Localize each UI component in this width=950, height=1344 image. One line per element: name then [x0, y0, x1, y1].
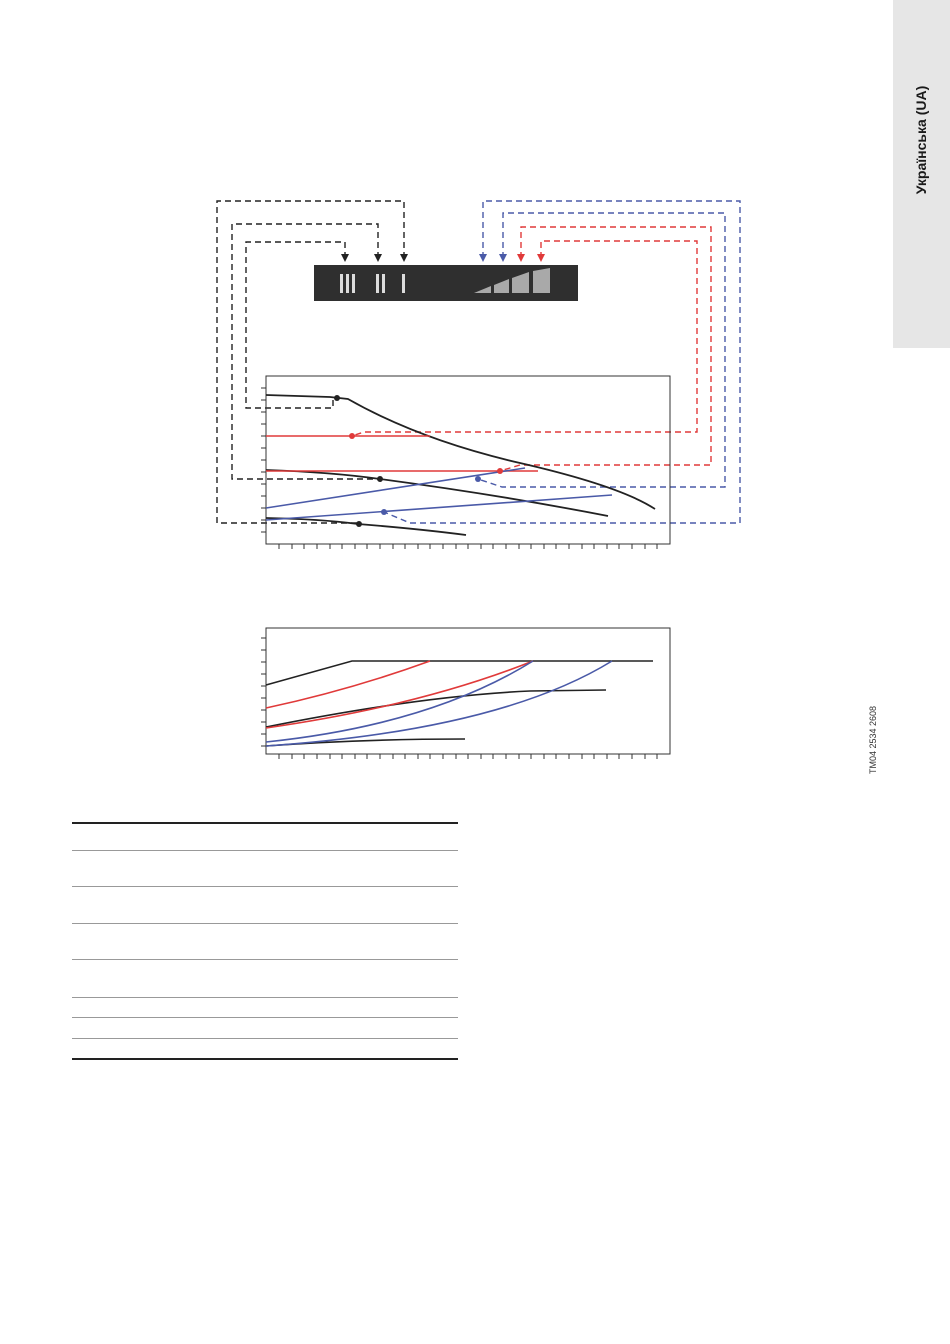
- figure-code: TM04 2534 2608: [868, 705, 878, 775]
- red-arrowheads: [517, 254, 545, 262]
- pp-line-high: [266, 468, 525, 508]
- arrowhead-II: [374, 254, 382, 262]
- blue-connectors: [384, 201, 740, 523]
- lower-chart-frame: [266, 628, 670, 754]
- constant-pressure-lines: [266, 436, 538, 471]
- point-pp-high: [381, 509, 387, 515]
- power-pp-low: [266, 661, 612, 746]
- upper-chart-y-ticks: [261, 388, 266, 532]
- connector-speed-II: [232, 224, 378, 479]
- arrowhead-pp-high: [479, 254, 487, 262]
- point-III: [334, 395, 340, 401]
- blue-arrowheads: [479, 254, 507, 262]
- table-rule: [72, 959, 458, 960]
- connector-pp-low: [478, 213, 725, 487]
- lower-chart-x-ticks: [279, 754, 657, 759]
- point-cp-high: [349, 433, 355, 439]
- point-cp-low: [497, 468, 503, 474]
- point-I: [356, 521, 362, 527]
- arrowhead-III: [341, 254, 349, 262]
- proportional-pressure-lines: [266, 468, 612, 520]
- point-pp-low: [475, 476, 481, 482]
- speed-marker-III: [340, 274, 355, 293]
- black-arrowheads: [341, 254, 408, 262]
- upper-chart-frame: [266, 376, 670, 544]
- table-rule: [72, 1038, 458, 1039]
- lower-chart-y-ticks: [261, 638, 266, 746]
- table-rule: [72, 886, 458, 887]
- power-speed-curves: [266, 661, 653, 746]
- speed-curve-II: [266, 470, 608, 516]
- table-rule: [72, 1017, 458, 1018]
- table-rule: [72, 997, 458, 998]
- table-bottom-rule: [72, 1058, 458, 1060]
- speed-curve-III: [266, 395, 655, 509]
- connector-pp-high: [384, 201, 740, 523]
- upper-chart-x-ticks: [279, 544, 657, 549]
- power-pp-curves: [266, 661, 612, 746]
- table-rule: [72, 850, 458, 851]
- connector-speed-I: [217, 201, 404, 523]
- red-connectors: [352, 227, 711, 471]
- operating-points: [334, 395, 503, 527]
- step-4: [533, 268, 550, 293]
- control-panel: [314, 265, 578, 301]
- arrowhead-I: [400, 254, 408, 262]
- power-curve-III: [266, 661, 653, 685]
- table-top-rule: [72, 822, 458, 824]
- lower-chart: [261, 628, 670, 759]
- speed-marker-I: [402, 274, 405, 293]
- black-connectors: [217, 201, 404, 523]
- arrowhead-pp-low: [499, 254, 507, 262]
- power-curve-I: [266, 739, 465, 746]
- connector-cp-high: [500, 227, 711, 471]
- table-rule: [72, 923, 458, 924]
- point-II: [377, 476, 383, 482]
- language-label: Українська (UA): [913, 85, 929, 195]
- arrowhead-cp-high: [517, 254, 525, 262]
- arrowhead-cp-low: [537, 254, 545, 262]
- speed-curve-I: [266, 518, 466, 535]
